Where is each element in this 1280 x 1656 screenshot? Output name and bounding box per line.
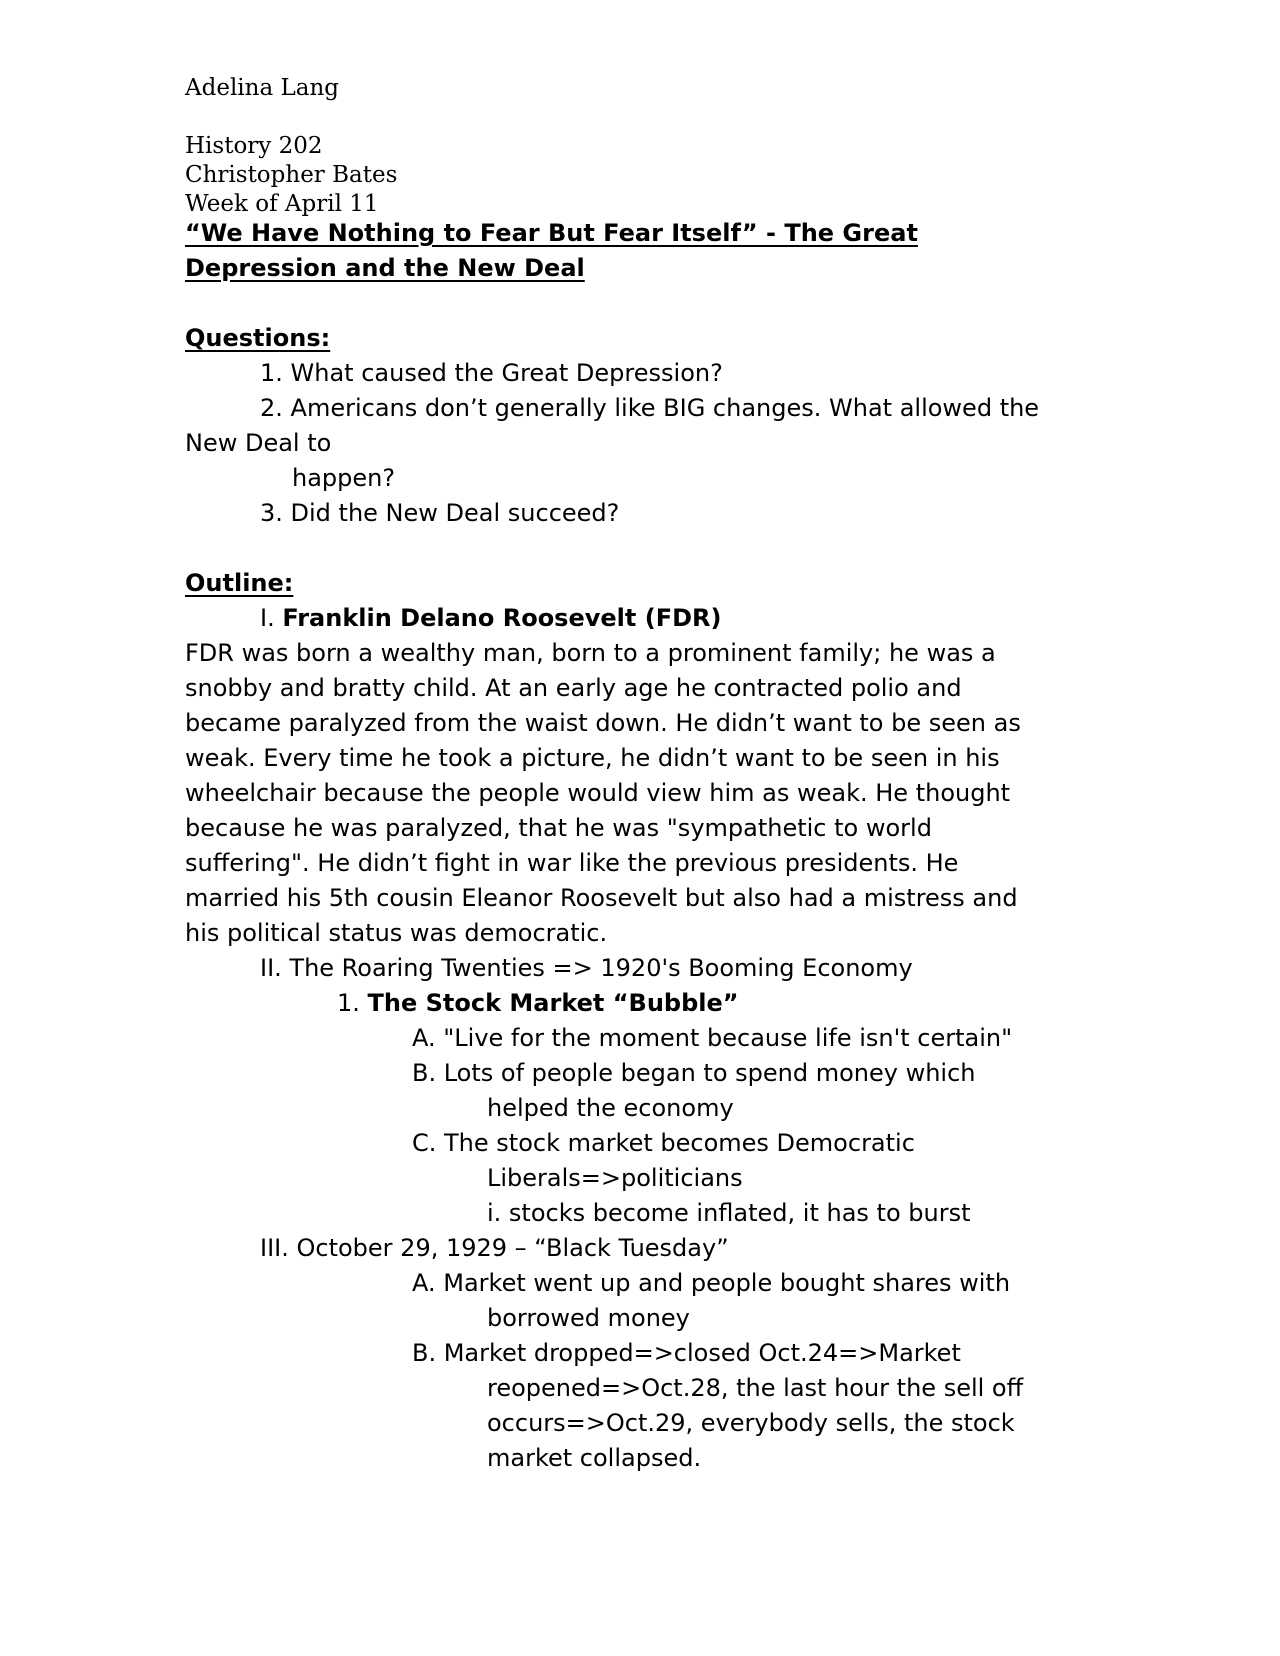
section-1-numeral: I.: [260, 604, 283, 632]
week-label: Week of April 11: [185, 191, 379, 217]
question-2: 2. Americans don’t generally like BIG changes. What allowed the: [260, 394, 1040, 422]
document-title-line-2: Depression and the New Deal: [185, 254, 585, 282]
question-2-end: happen?: [292, 464, 396, 492]
fdr-paragraph-line: his political status was democratic.: [185, 919, 608, 947]
document-title-line-1: “We Have Nothing to Fear But Fear Itself” - The Great: [185, 219, 918, 247]
fdr-paragraph-line: wheelchair because the people would view him as weak. He thought: [185, 779, 1011, 807]
question-2-continued: New Deal to: [185, 429, 332, 457]
outline-section-2-heading: II. The Roaring Twenties => 1920's Booming Economy: [260, 954, 913, 982]
section-1-title: Franklin Delano Roosevelt (FDR): [282, 604, 722, 632]
section-3-item-a: A. Market went up and people bought shares with: [412, 1269, 1011, 1297]
outline-section-3-heading: III. October 29, 1929 – “Black Tuesday”: [260, 1234, 729, 1262]
outline-heading: Outline:: [185, 569, 294, 597]
fdr-paragraph-line: weak. Every time he took a picture, he didn’t want to be seen in his: [185, 744, 1000, 772]
section-3-item-b-continued: market collapsed.: [487, 1444, 702, 1472]
questions-heading: Questions:: [185, 324, 331, 352]
question-3: 3. Did the New Deal succeed?: [260, 499, 620, 527]
section-3-item-b-continued: reopened=>Oct.28, the last hour the sell off: [487, 1374, 1024, 1402]
fdr-paragraph-line: married his 5th cousin Eleanor Roosevelt but also had a mistress and: [185, 884, 1018, 912]
section-2-item-c-i: i. stocks become inflated, it has to burst: [487, 1199, 971, 1227]
fdr-paragraph-line: FDR was born a wealthy man, born to a prominent family; he was a: [185, 639, 996, 667]
fdr-paragraph-line: suffering". He didn’t fight in war like the previous presidents. He: [185, 849, 959, 877]
fdr-paragraph-line: became paralyzed from the waist down. He didn’t want to be seen as: [185, 709, 1021, 737]
question-1: 1. What caused the Great Depression?: [260, 359, 723, 387]
section-2-subheading: [337, 986, 739, 1021]
instructor-name: Christopher Bates: [185, 162, 398, 188]
outline-section-1-heading: [260, 601, 721, 636]
section-3-item-b: B. Market dropped=>closed Oct.24=>Market: [412, 1339, 961, 1367]
section-2-item-c-continued: Liberals=>politicians: [487, 1164, 743, 1192]
fdr-paragraph-line: snobby and bratty child. At an early age he contracted polio and: [185, 674, 962, 702]
course-name: History 202: [185, 133, 323, 159]
section-2-item-a: A. "Live for the moment because life isn't certain": [412, 1024, 1013, 1052]
section-2-item-b: B. Lots of people began to spend money which: [412, 1059, 976, 1087]
section-2-item-b-continued: helped the economy: [487, 1094, 734, 1122]
fdr-paragraph-line: because he was paralyzed, that he was "sympathetic to world: [185, 814, 932, 842]
section-2-item-c: C. The stock market becomes Democratic: [412, 1129, 915, 1157]
author-name: Adelina Lang: [185, 75, 340, 101]
sub-1-title: The Stock Market “Bubble”: [367, 989, 739, 1017]
section-3-item-b-continued: occurs=>Oct.29, everybody sells, the stock: [487, 1409, 1015, 1437]
sub-1-number: 1.: [337, 989, 368, 1017]
section-3-item-a-continued: borrowed money: [487, 1304, 690, 1332]
